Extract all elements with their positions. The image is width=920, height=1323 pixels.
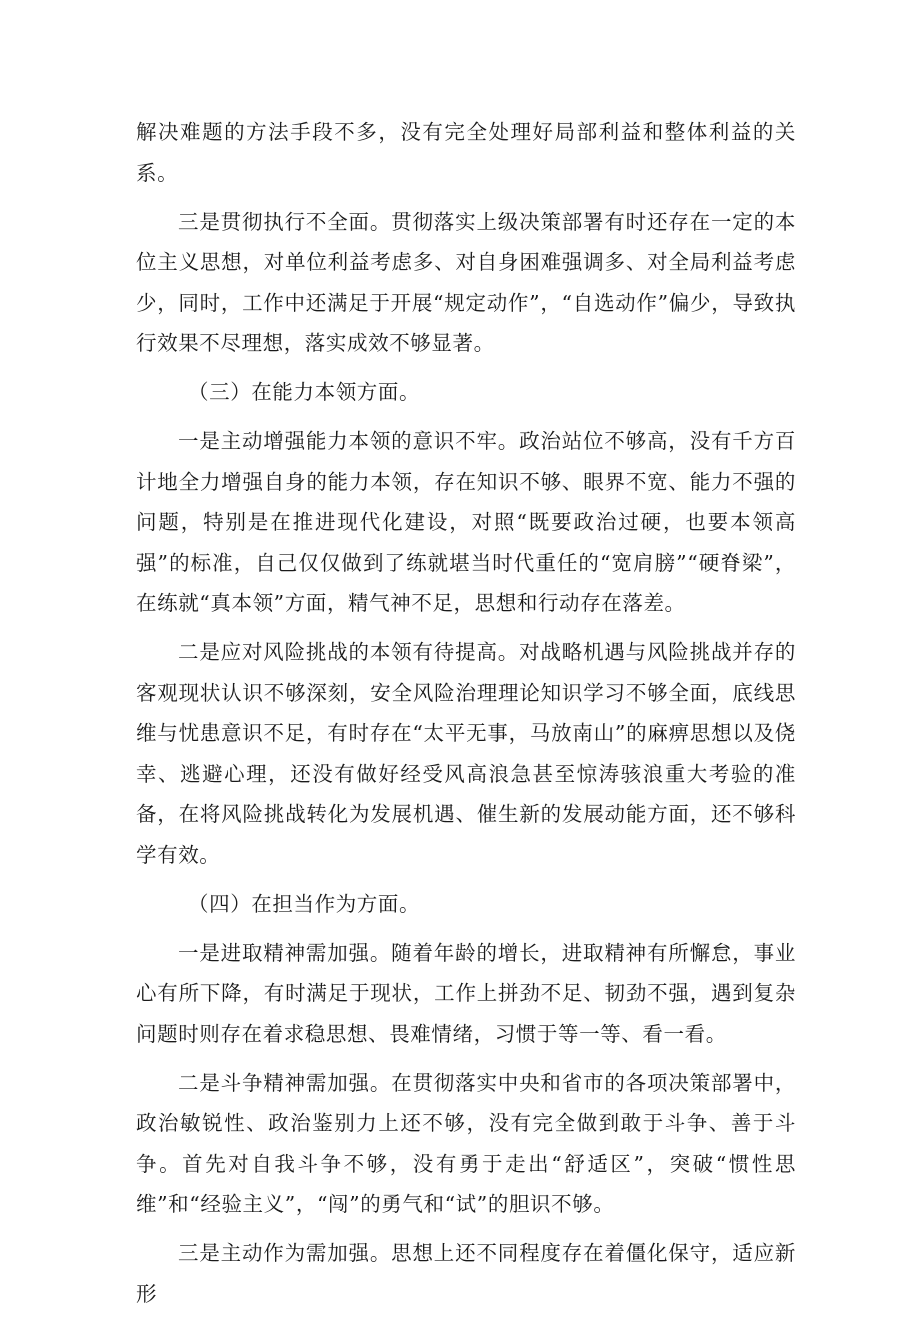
paragraph-9: 三是主动作为需加强。思想上还不同程度存在着僵化保守，适应新形 [136, 1241, 796, 1306]
section-heading-3: （三）在能力本领方面。 [188, 380, 421, 404]
paragraph-7: 一是进取精神需加强。随着年龄的增长，进取精神有所懈怠，事业心有所下降，有时满足于现状，工作上拼劲不足、韧劲不强，遇到复杂问题时则存在着求稳思想、畏难情绪，习惯于等一等、看一看。 [136, 940, 796, 1046]
paragraph-1: 解决难题的方法手段不多，没有完全处理好局部利益和整体利益的关系。 [136, 120, 796, 185]
document-page [136, 112, 796, 1323]
section-heading-4: （四）在担当作为方面。 [188, 891, 421, 916]
paragraph-5: 二是应对风险挑战的本领有待提高。对战略机遇与风险挑战并存的客观现状认识不够深刻，安全风险治理理论知识学习不够全面，底线思维与忧患意识不足，有时存在“太平无事，马放南山”的麻痹思想以及侥幸、逃避心理，还没有做好经受风高浪急甚至惊涛骇浪重大考验的准备，在将风险挑战转化为发展机遇、催生新的发展动能方面，还不够科学有效。 [136, 640, 796, 867]
paragraph-8: 二是斗争精神需加强。在贯彻落实中央和省市的各项决策部署中，政治敏锐性、政治鉴别力上还不够，没有完全做到敢于斗争、善于斗争。首先对自我斗争不够，没有勇于走出“舒适区”，突破“惯性思维”和“经验主义”，“闯”的勇气和“试”的胆识不够。 [136, 1070, 796, 1216]
paragraph-2: 三是贯彻执行不全面。贯彻落实上级决策部署有时还存在一定的本位主义思想，对单位利益考虑多、对自身困难强调多、对全局利益考虑少，同时，工作中还满足于开展“规定动作”，“自选动作”偏少，导致执行效果不尽理想，落实成效不够显著。 [136, 209, 796, 355]
paragraph-4: 一是主动增强能力本领的意识不牢。政治站位不够高，没有千方百计地全力增强自身的能力本领，存在知识不够、眼界不宽、能力不强的问题，特别是在推进现代化建设，对照“既要政治过硬，也要本领高强”的标准，自己仅仅做到了练就堪当时代重任的“宽肩膀”“硬脊梁”，在练就“真本领”方面，精气神不足，思想和行动存在落差。 [136, 429, 796, 615]
